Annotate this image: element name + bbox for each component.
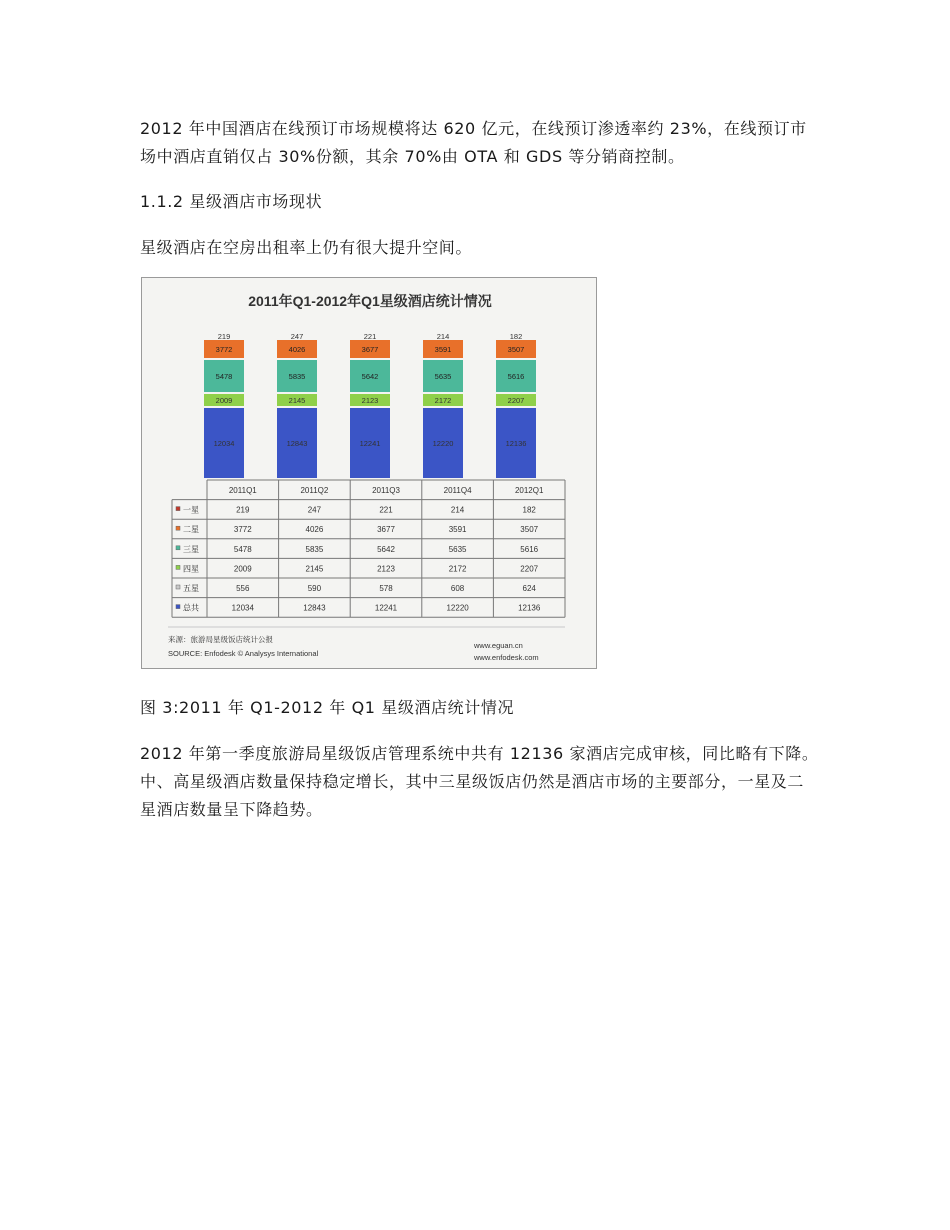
legend-label: 二星 — [183, 525, 199, 535]
bar-value-label: 12241 — [359, 439, 381, 448]
category-label: 2011Q4 — [443, 486, 472, 495]
paragraph-occupancy: 星级酒店在空房出租率上仍有很大提升空间。 — [140, 238, 473, 257]
legend-label: 三星 — [183, 544, 199, 554]
legend-label: 五星 — [183, 584, 199, 593]
category-label: 2011Q3 — [372, 486, 400, 495]
bar-value-label: 2172 — [434, 396, 452, 405]
bar-value-label: 2009 — [215, 396, 233, 405]
table-cell: 556 — [236, 584, 250, 593]
paragraph-review: 2012 年第一季度旅游局星级饭店管理系统中共有 12136 家酒店完成审核，同比略有下降。中、高星级酒店数量保持稳定增长，其中三星级饭店仍然是酒店市场的主要部分，一星及二星酒店数量呈下降趋势。 — [140, 744, 819, 819]
legend-swatch — [176, 565, 180, 569]
bar-value-label: 2207 — [507, 396, 525, 405]
legend-swatch — [176, 507, 180, 511]
table-cell: 3507 — [520, 525, 539, 535]
table-cell: 12220 — [446, 603, 469, 613]
bar-top-label: 214 — [436, 332, 450, 341]
bar-value-label: 12034 — [213, 439, 235, 448]
bar-top-label: 247 — [290, 332, 304, 341]
legend-swatch — [176, 526, 180, 530]
bar-value-label: 4026 — [288, 345, 306, 354]
bar-value-label: 3507 — [507, 345, 525, 354]
table-cell: 5616 — [520, 544, 539, 554]
table-cell: 3591 — [448, 525, 467, 535]
bar-value-label: 5478 — [215, 372, 233, 381]
table-cell: 12136 — [518, 603, 541, 613]
category-label: 2011Q1 — [228, 486, 257, 495]
table-cell: 219 — [236, 505, 250, 515]
legend-label: 四星 — [183, 564, 199, 574]
table-cell: 221 — [379, 505, 393, 515]
site-eguan: www.eguan.cn — [474, 641, 523, 650]
legend-swatch — [176, 605, 180, 609]
chart-title: 2011年Q1-2012年Q1星级酒店统计情况 — [248, 293, 492, 309]
bar-value-label: 12136 — [505, 439, 527, 448]
bar-value-label: 5835 — [288, 372, 306, 381]
section-heading: 1.1.2 星级酒店市场现状 — [140, 192, 323, 211]
table-cell: 214 — [450, 505, 465, 515]
chart-svg — [142, 278, 598, 670]
table-cell: 608 — [450, 584, 465, 593]
table-cell: 12843 — [303, 603, 326, 613]
table-cell: 2172 — [448, 564, 467, 574]
bar-value-label: 2145 — [288, 396, 306, 405]
bar-value-label: 2123 — [361, 396, 379, 405]
bar-value-label: 5635 — [434, 372, 452, 381]
source-cn: 来源：旅游局星级饭店统计公报 — [168, 635, 273, 644]
table-cell: 578 — [379, 584, 393, 593]
bar-value-label: 3591 — [434, 345, 452, 354]
site-enfodesk: www.enfodesk.com — [474, 653, 539, 662]
bar-value-label: 5616 — [507, 372, 525, 381]
table-cell: 2145 — [305, 564, 324, 574]
bar-value-label: 5642 — [361, 372, 379, 381]
table-cell: 12034 — [231, 603, 254, 613]
table-cell: 2207 — [520, 564, 539, 574]
table-cell: 5642 — [377, 544, 395, 554]
chart-figure — [141, 277, 597, 669]
table-cell: 2009 — [233, 564, 252, 574]
table-cell: 2123 — [377, 564, 395, 574]
source-en: SOURCE: Enfodesk © Analysys International — [168, 649, 319, 658]
bar-value-label: 3677 — [361, 345, 379, 354]
legend-swatch — [176, 585, 180, 589]
table-cell: 624 — [522, 584, 536, 593]
bar-value-label: 12220 — [432, 439, 454, 448]
table-cell: 3677 — [377, 525, 395, 535]
paragraph-intro: 2012 年中国酒店在线预订市场规模将达 620 亿元，在线预订渗透率约 23%，在线预订市场中酒店直销仅占 30%份额，其余 70%由 OTA 和 GDS 等分销商控制。 — [140, 119, 807, 166]
table-cell: 182 — [522, 505, 536, 515]
category-label: 2011Q2 — [300, 486, 329, 495]
table-cell: 5835 — [305, 544, 324, 554]
bar-top-label: 182 — [509, 332, 523, 341]
legend-swatch — [176, 546, 180, 550]
bar-top-label: 219 — [217, 332, 231, 341]
table-cell: 4026 — [305, 525, 324, 535]
table-cell: 5635 — [448, 544, 467, 554]
category-label: 2012Q1 — [514, 486, 544, 495]
legend-label: 总共 — [183, 603, 199, 613]
table-cell: 12241 — [374, 603, 398, 613]
bar-value-label: 12843 — [286, 439, 308, 448]
legend-label: 一星 — [183, 505, 199, 515]
table-cell: 3772 — [233, 525, 252, 535]
table-cell: 5478 — [233, 544, 252, 554]
bar-top-label: 221 — [363, 332, 377, 341]
table-cell: 590 — [307, 584, 322, 593]
table-cell: 247 — [307, 505, 322, 515]
bar-value-label: 3772 — [215, 345, 233, 354]
figure-caption: 图 3:2011 年 Q1-2012 年 Q1 星级酒店统计情况 — [140, 698, 515, 717]
